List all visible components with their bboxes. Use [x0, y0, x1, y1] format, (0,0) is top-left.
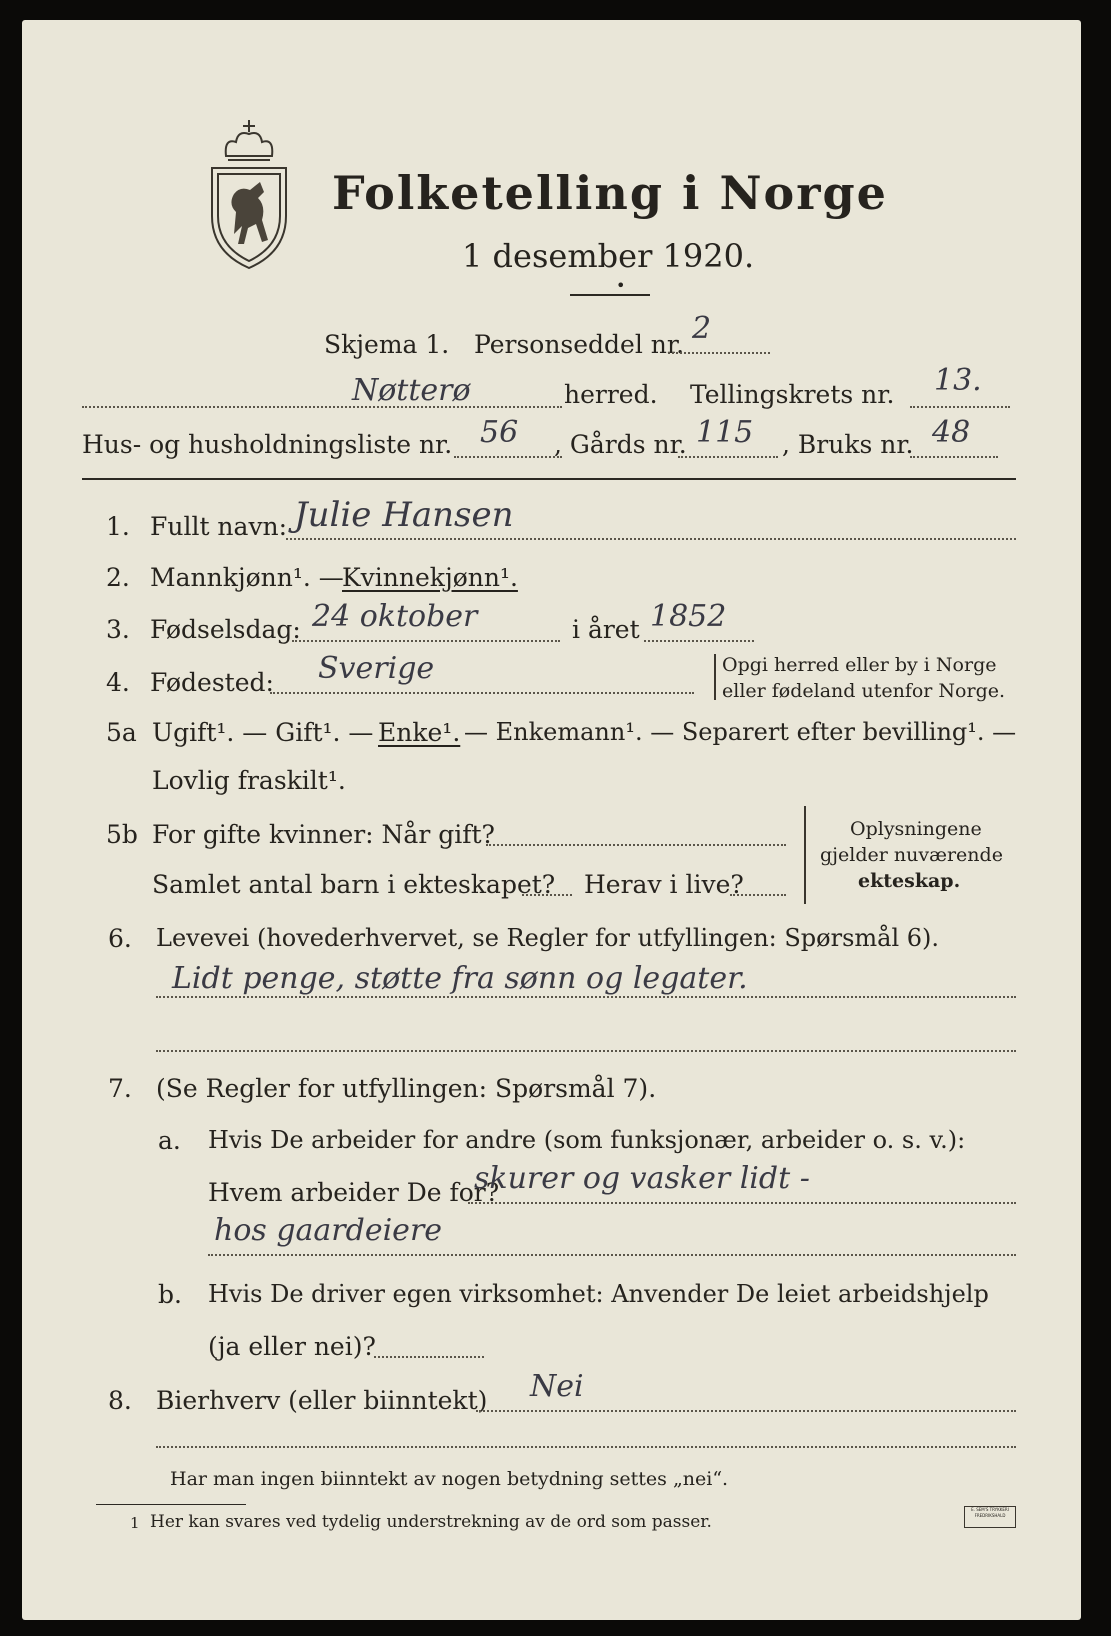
- q7a-value2: hos gaardeiere: [214, 1213, 443, 1248]
- q8-value: Nei: [530, 1369, 584, 1404]
- bruks-label: , Bruks nr.: [782, 430, 914, 459]
- q7a-label2: Hvem arbeider De for?: [208, 1178, 500, 1207]
- footnote-divider: [96, 1504, 246, 1505]
- personseddel-value: 2: [692, 311, 712, 346]
- q1-number: 1.: [106, 512, 130, 541]
- footnote-number: 1: [130, 1514, 140, 1532]
- coat-of-arms-icon: [204, 116, 294, 276]
- q5a-ugift-gift: Ugift¹. — Gift¹. —: [152, 718, 374, 747]
- hus-value: 56: [480, 415, 519, 450]
- q3-year-value: 1852: [650, 599, 727, 634]
- q3-number: 3.: [106, 615, 130, 644]
- gards-line: [678, 456, 778, 458]
- q4-value: Sverige: [318, 651, 435, 686]
- q3-year-line: [644, 640, 754, 642]
- q8-label: Bierhverv (eller biinntekt): [156, 1386, 488, 1415]
- q5b-number: 5b: [106, 820, 138, 849]
- q5b-label2: Samlet antal barn i ekteskapet?: [152, 870, 556, 899]
- q5a-line2: Lovlig fraskilt¹.: [152, 766, 346, 795]
- q7-number: 7.: [108, 1074, 132, 1103]
- header-divider: [82, 478, 1016, 480]
- q3-line: [292, 640, 560, 642]
- q4-note-line2: eller fødeland utenfor Norge.: [722, 680, 1006, 702]
- biinntekt-note: Har man ingen biinntekt av nogen betydning settes „nei“.: [170, 1468, 729, 1490]
- q2-number: 2.: [106, 563, 130, 592]
- q5b-line1: [486, 844, 786, 846]
- q7a-line2: [208, 1254, 1016, 1256]
- q8-line: [476, 1410, 1016, 1412]
- census-form: [22, 20, 1081, 1620]
- q5a-enke: Enke¹.: [378, 718, 461, 747]
- q7b-label: Hvis De driver egen virksomhet: Anvender De leiet arbeidshjelp: [208, 1280, 989, 1308]
- hus-line: [454, 456, 562, 458]
- q1-label: Fullt navn:: [150, 512, 288, 541]
- q1-value: Julie Hansen: [294, 495, 514, 535]
- herred-value: Nøtterø: [352, 373, 471, 408]
- q7a-value1: skurer og vasker lidt -: [474, 1161, 810, 1196]
- q3-label: Fødselsdag:: [150, 615, 301, 644]
- form-title: Folketelling i Norge: [332, 166, 888, 220]
- q5a-number: 5a: [106, 718, 137, 747]
- herred-line: [82, 406, 562, 408]
- hus-label: Hus- og husholdningsliste nr.: [82, 430, 453, 459]
- title-divider: [570, 294, 650, 296]
- q4-note-line1: Opgi herred eller by i Norge: [722, 654, 997, 676]
- q6-label: Levevei (hovederhvervet, se Regler for utfyllingen: Spørsmål 6).: [156, 924, 940, 952]
- q5b-line3: [730, 894, 786, 896]
- q8-line2: [156, 1446, 1016, 1448]
- q7b-line: [374, 1356, 484, 1358]
- tellingskrets-value: 13.: [934, 363, 982, 398]
- q7-label: (Se Regler for utfyllingen: Spørsmål 7).: [156, 1074, 657, 1103]
- q5b-note-line1: Oplysningene: [850, 818, 982, 840]
- herred-label: herred.: [564, 380, 658, 409]
- printer-stamp-text: E. SEM'S TRYKKERI FREDRIKSHALD: [971, 1507, 1009, 1518]
- q5b-label3: Herav i live?: [584, 870, 744, 899]
- q6-number: 6.: [108, 924, 132, 953]
- q5b-label1: For gifte kvinner: Når gift?: [152, 820, 495, 849]
- q7a-line1: [468, 1202, 1016, 1204]
- bruks-line: [910, 456, 998, 458]
- q2-female: Kvinnekjønn¹.: [342, 563, 518, 592]
- footnote-text: Her kan svares ved tydelig understrekning av de ord som passer.: [150, 1512, 712, 1532]
- q6-line1: [156, 996, 1016, 998]
- q3-year-label: i året: [572, 615, 640, 644]
- title-dot: •: [616, 276, 626, 295]
- q5b-note-line3: ekteskap.: [858, 870, 961, 892]
- q2-male: Mannkjønn¹. —: [150, 563, 344, 592]
- q1-line: [286, 538, 1016, 540]
- q7b-number: b.: [158, 1280, 182, 1309]
- q6-value: Lidt penge, støtte fra sønn og legater.: [172, 961, 748, 996]
- q6-line2: [156, 1050, 1016, 1052]
- q4-number: 4.: [106, 668, 130, 697]
- tellingskrets-label: Tellingskrets nr.: [690, 380, 895, 409]
- bruks-value: 48: [932, 415, 971, 450]
- q4-label: Fødested:: [150, 668, 274, 697]
- census-date: 1 desember 1920.: [462, 237, 755, 275]
- q5a-rest: — Enkemann¹. — Separert efter bevilling¹. —: [464, 718, 1017, 746]
- q5b-note-brace: [804, 806, 806, 904]
- q8-number: 8.: [108, 1386, 132, 1415]
- q7b-label2: (ja eller nei)?: [208, 1332, 376, 1361]
- q4-line: [270, 692, 694, 694]
- personseddel-label: Personseddel nr.: [474, 330, 685, 359]
- gards-value: 115: [696, 415, 754, 450]
- q7a-label: Hvis De arbeider for andre (som funksjonær, arbeider o. s. v.):: [208, 1126, 966, 1154]
- personseddel-line: [668, 352, 770, 354]
- q5b-note-line2: gjelder nuværende: [820, 844, 1003, 866]
- gards-label: , Gårds nr.: [554, 430, 687, 459]
- q3-value: 24 oktober: [312, 599, 478, 634]
- q7a-number: a.: [158, 1126, 181, 1155]
- tellingskrets-line: [910, 406, 1010, 408]
- skjema-label: Skjema 1.: [324, 330, 450, 359]
- q4-note-brace: [714, 654, 716, 700]
- printer-stamp: [964, 1506, 1016, 1528]
- q5b-line2: [522, 894, 572, 896]
